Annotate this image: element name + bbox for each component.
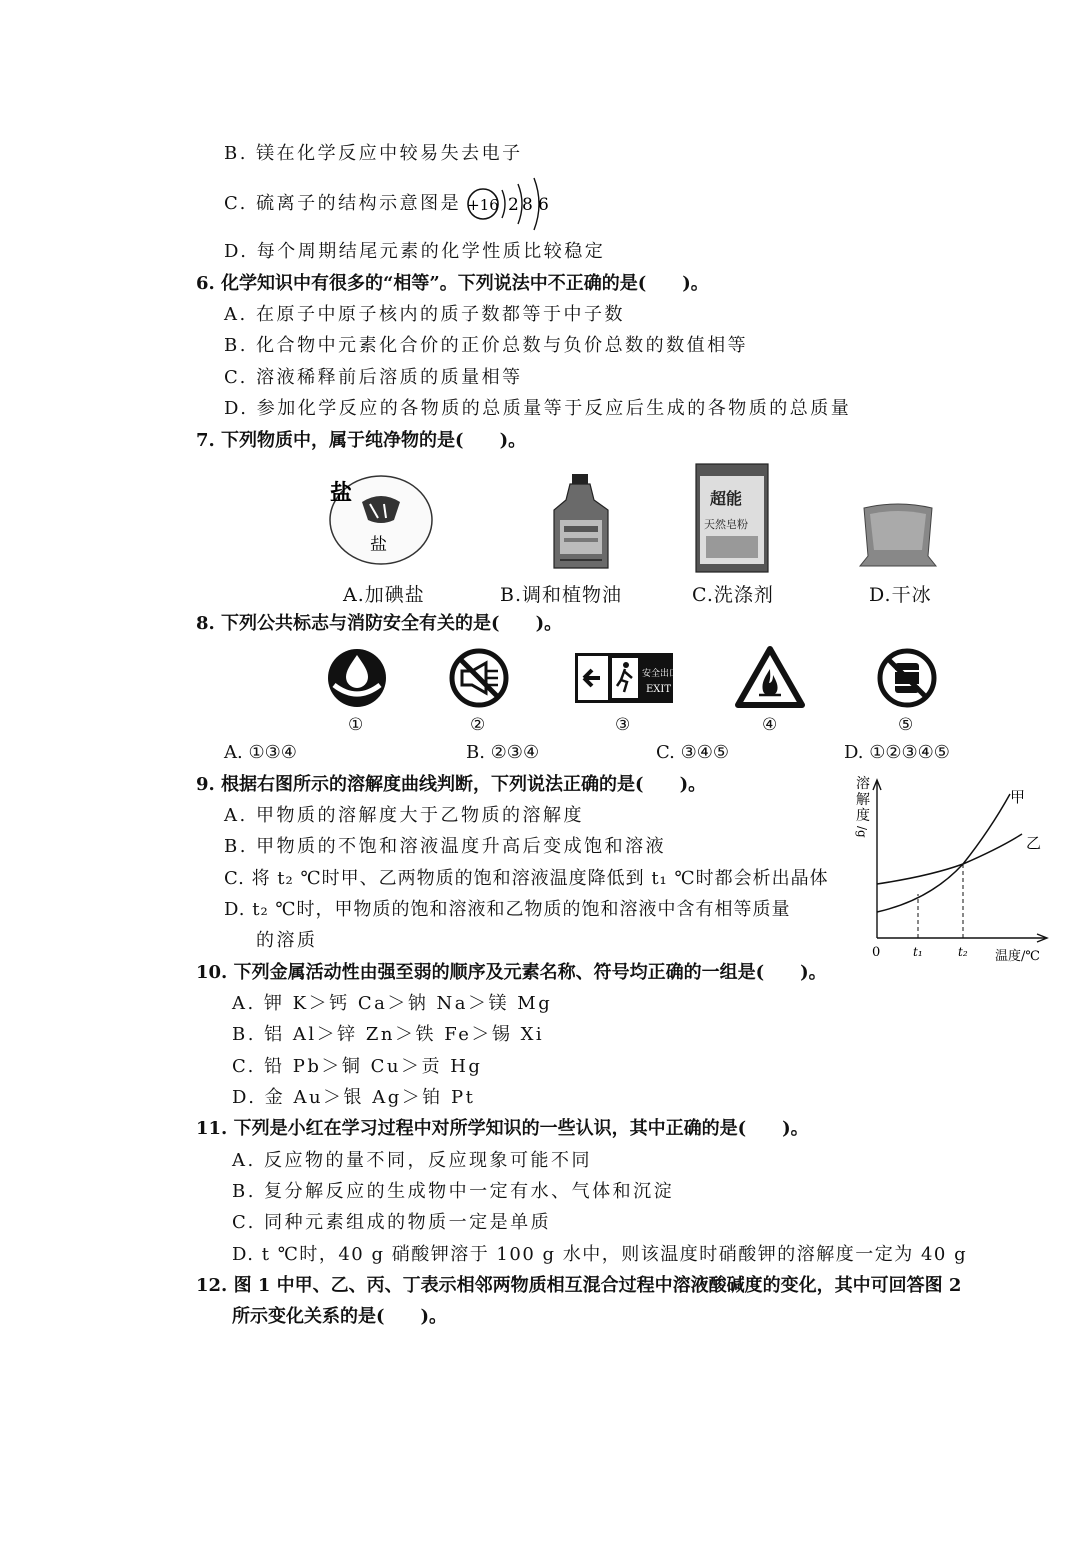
q8-answer-c: C. ③④⑤ [656, 742, 729, 763]
q6-option-b: B. 化合物中元素化合价的正价总数与负价总数的数值相等 [224, 335, 749, 356]
q10-option-d: D. 金 Au＞银 Ag＞铂 Pt [232, 1087, 476, 1108]
q8-answer-b: B. ②③④ [466, 742, 540, 763]
q9-option-d-line1: D. t₂ ℃时，甲物质的饱和溶液和乙物质的饱和溶液中含有相等质量 [224, 899, 791, 920]
chart-t1: t₁ [913, 945, 923, 959]
q12-stem-line1: 12. 图 1 中甲、乙、丙、丁表示相邻两物质相互混合过程中溶液酸碱度的变化，其中可回答图 2 [196, 1275, 962, 1296]
q9-option-c: C. 将 t₂ ℃时甲、乙两物质的饱和溶液温度降低到 t₁ ℃时都会析出晶体 [224, 868, 829, 889]
q9-option-d-line2: 的溶质 [256, 930, 318, 951]
caption-c: C.洗涤剂 [692, 584, 774, 606]
q11-option-b: B. 复分解反应的生成物中一定有水、气体和沉淀 [232, 1181, 675, 1202]
chart-origin: 0 [872, 945, 881, 960]
q10-stem: 10. 下列金属活动性由强至弱的顺序及元素名称、符号均正确的一组是( )。 [196, 962, 827, 983]
nucleus-charge: +16 [467, 196, 499, 214]
flammable-warning-sign-icon [735, 645, 805, 709]
shell-2: 8 [522, 195, 533, 215]
q9-option-a: A. 甲物质的溶解度大于乙物质的溶解度 [224, 805, 584, 826]
q6-stem: 6. 化学知识中有很多的“相等”。下列说法中不正确的是( )。 [196, 273, 709, 294]
dry-ice-picture [858, 500, 938, 572]
q7-stem: 7. 下列物质中，属于纯净物的是( )。 [196, 430, 527, 451]
chart-ylabel-3: 度 [856, 808, 870, 824]
q10-option-a: A. 钾 K＞钙 Ca＞钠 Na＞镁 Mg [232, 993, 553, 1014]
chart-ylabel-1: 溶 [856, 776, 870, 792]
q6-option-d: D. 参加化学反应的各物质的总质量等于反应后生成的各物质的总质量 [224, 398, 852, 419]
no-horn-sign-icon [448, 647, 510, 709]
q11-option-c: C. 同种元素组成的物质一定是单质 [232, 1212, 552, 1233]
sign-label-1: ① [348, 715, 364, 735]
q8-answer-d: D. ①②③④⑤ [844, 742, 950, 763]
q9-option-b: B. 甲物质的不饱和溶液温度升高后变成饱和溶液 [224, 836, 667, 857]
caption-a: A.加碘盐 [343, 584, 425, 606]
vegetable-oil-bottle-picture [548, 470, 614, 572]
exit-label-en: EXIT [646, 684, 672, 695]
bag-product: 天然皂粉 [704, 518, 748, 531]
shell-3: 6 [538, 195, 549, 215]
chart-t2: t₂ [958, 945, 968, 959]
chart-series-jia: 甲 [1010, 788, 1026, 806]
q9-stem: 9. 根据右图所示的溶解度曲线判断，下列说法正确的是( )。 [196, 774, 707, 795]
caption-b: B.调和植物油 [500, 584, 623, 606]
q5-option-c-text: C. 硫离子的结构示意图是 [224, 193, 462, 214]
solubility-curve-chart [850, 772, 1055, 967]
no-flammable-storage-sign-icon [876, 647, 938, 709]
chart-xlabel: 温度/℃ [995, 949, 1040, 964]
q8-answer-a: A. ①③④ [224, 742, 297, 763]
sign-label-2: ② [470, 715, 486, 735]
emergency-exit-sign-icon [574, 652, 679, 704]
exit-label-cn: 安全出口 [642, 669, 679, 679]
q11-option-d: D. t ℃时，40 g 硝酸钾溶于 100 g 水中，则该温度时硝酸钾的溶解度一定为 40 g [232, 1244, 968, 1265]
q10-option-c: C. 铅 Pb＞铜 Cu＞贡 Hg [232, 1056, 483, 1077]
water-saving-sign-icon [326, 647, 388, 709]
curve-jia [877, 794, 1010, 912]
q12-stem-line2: 所示变化关系的是( )。 [232, 1306, 448, 1327]
sign-label-4: ④ [762, 715, 778, 735]
q5-option-b: B. 镁在化学反应中较易失去电子 [224, 143, 523, 164]
q6-option-c: C. 溶液稀释前后溶质的质量相等 [224, 367, 523, 388]
salt-logo: 盐 [330, 480, 353, 506]
q5-option-d: D. 每个周期结尾元素的化学性质比较稳定 [224, 241, 606, 262]
q6-option-a: A. 在原子中原子核内的质子数都等于中子数 [224, 304, 625, 325]
q10-option-b: B. 铝 Al＞锌 Zn＞铁 Fe＞锡 Xi [232, 1024, 545, 1045]
chart-ylabel-2: 解 [856, 792, 870, 808]
q11-option-a: A. 反应物的量不同，反应现象可能不同 [232, 1150, 592, 1171]
sign-label-3: ③ [615, 715, 631, 735]
iodized-salt-picture [326, 470, 436, 566]
bag-brand: 超能 [710, 489, 743, 508]
caption-d: D.干冰 [869, 584, 932, 606]
detergent-bag-picture [694, 462, 770, 574]
salt-logo-2: 盐 [370, 535, 387, 555]
sign-label-5: ⑤ [898, 715, 914, 735]
sulfur-ion-diagram [464, 174, 556, 234]
chart-series-yi: 乙 [1026, 834, 1042, 852]
q5-option-c [224, 191, 461, 217]
shell-1: 2 [508, 195, 519, 215]
q8-stem: 8. 下列公共标志与消防安全有关的是( )。 [196, 613, 563, 634]
chart-ylabel-4: /g [855, 826, 869, 838]
q11-stem: 11. 下列是小红在学习过程中对所学知识的一些认识，其中正确的是( )。 [196, 1118, 809, 1139]
